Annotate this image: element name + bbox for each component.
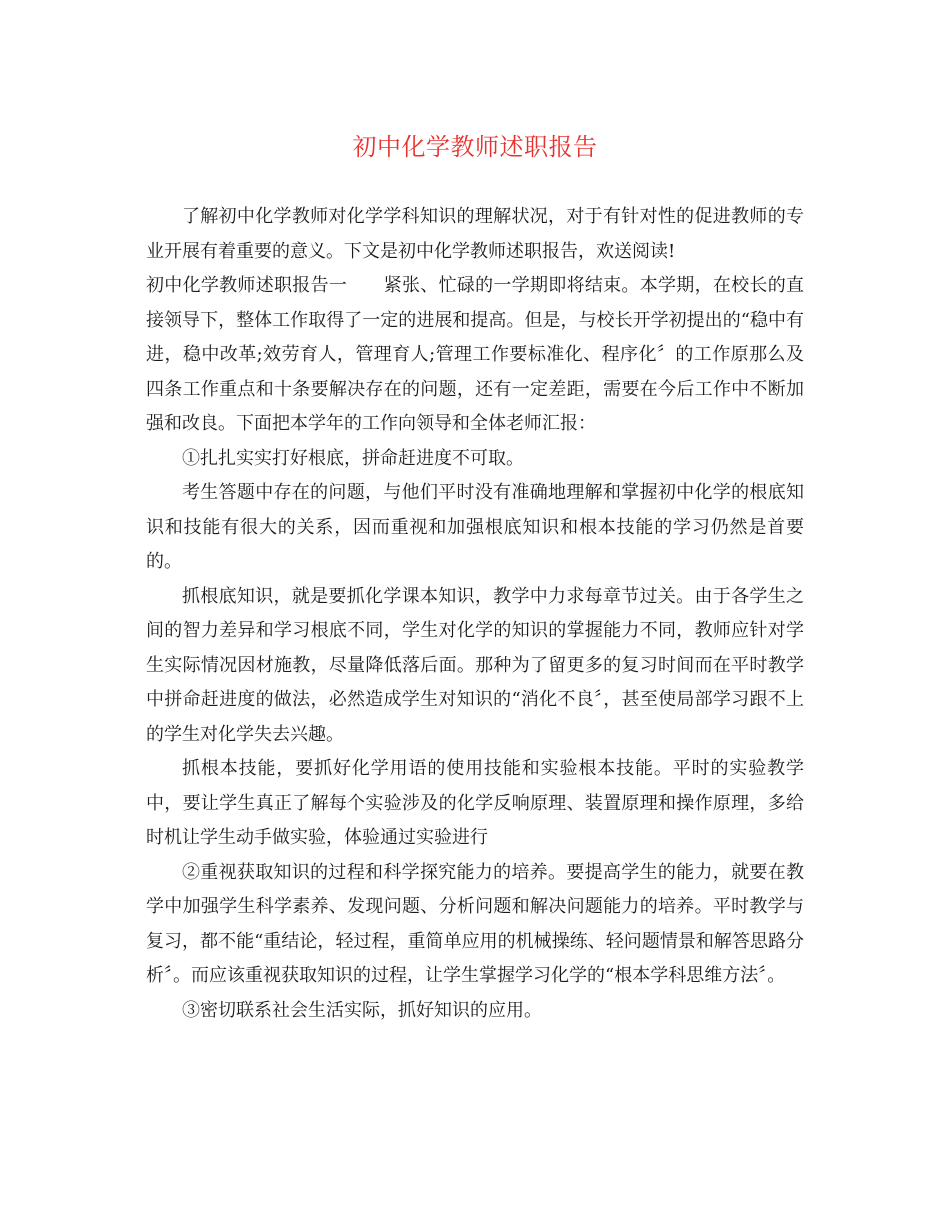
paragraph-point-3-heading: ③密切联系社会生活实际，抓好知识的应用。 — [182, 999, 542, 1021]
paragraph-point-1-heading: ①扎扎实实打好根底，拼命赶进度不可取。 — [182, 447, 524, 469]
paragraph-exam-problems: 考生答题中存在的问题，与他们平时没有准确地理解和掌握初中化学的根底知识和技能有很大的关系，因而重视和加强根底知识和根本技能的学习仍然是首要的。 — [146, 482, 804, 572]
paragraph-basic-skills: 抓根本技能，要抓好化学用语的使用技能和实验根本技能。平时的实验教学中，要让学生真正了解每个实验涉及的化学反响原理、装置原理和操作原理，多给时机让学生动手做实验，体验通过实验进行 — [146, 758, 804, 848]
paragraph-intro: 了解初中化学教师对化学学科知识的理解状况，对于有针对性的促进教师的专业开展有着重要的意义。下文是初中化学教师述职报告，欢送阅读! — [146, 206, 804, 262]
document-body — [146, 200, 804, 1028]
paragraph-basic-knowledge: 抓根底知识，就是要抓化学课本知识，教学中力求每章节过关。由于各学生之间的智力差异和学习根底不同，学生对化学的知识的掌握能力不同，教师应针对学生实际情况因材施教，尽量降低落后面。那种为了留更多的复习时间而在平时教学中拼命赶进度的做法，必然造成学生对知识的“消化不良〞，甚至使局部学习跟不上的学生对化学失去兴趣。 — [146, 585, 804, 745]
paragraph-point-2: ②重视获取知识的过程和科学探究能力的培养。要提高学生的能力，就要在教学中加强学生科学素养、发现问题、分析问题和解决问题能力的培养。平时教学与复习，都不能“重结论，轻过程，重简单应用的机械操练、轻问题情景和解答思路分析〞。而应该重视获取知识的过程，让学生掌握学习化学的“根本学科思维方法〞。 — [146, 861, 804, 986]
document-title: 初中化学教师述职报告 — [352, 133, 598, 161]
paragraph-report-opening: 初中化学教师述职报告一 紧张、忙碌的一学期即将结束。本学期，在校长的直接领导下，整体工作取得了一定的进展和提高。但是，与校长开学初提出的“稳中有进，稳中改革;效劳育人，管理育人;管理工作要标准化、程序化〞的工作原那么及四条工作重点和十条要解决存在的问题，还有一定差距，需要在今后工作中不断加强和改良。下面把本学年的工作向领导和全体老师汇报： — [146, 275, 804, 434]
